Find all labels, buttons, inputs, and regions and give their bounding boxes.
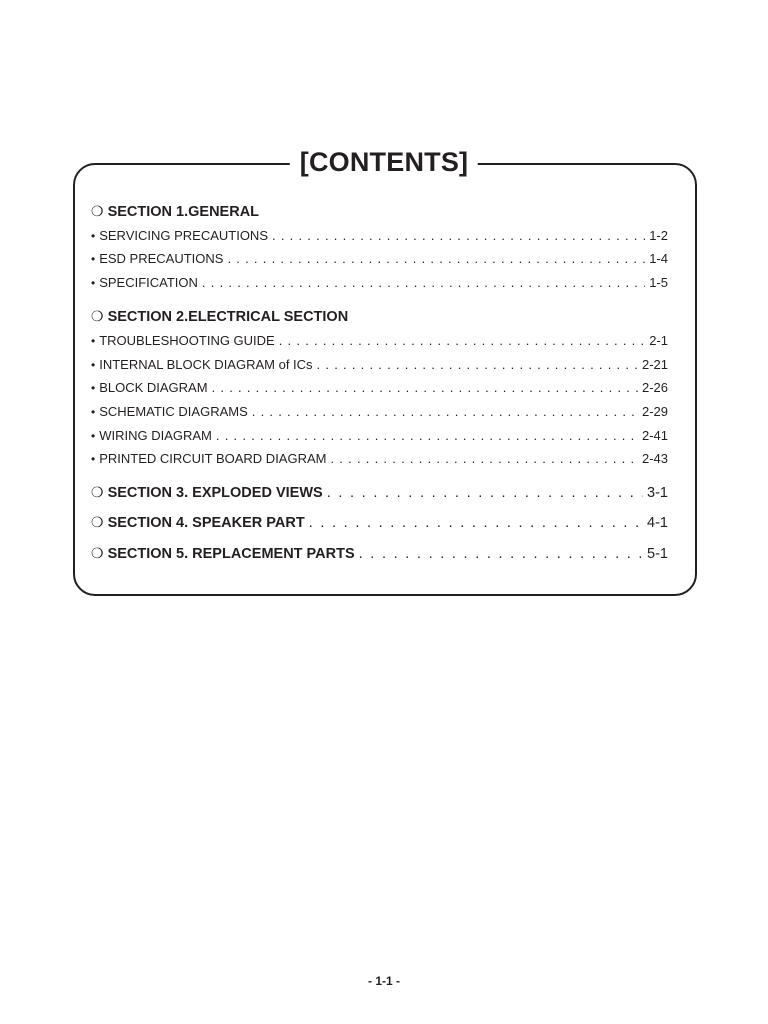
circle-bullet-icon: ❍ xyxy=(91,308,104,324)
dot-leader xyxy=(359,546,643,562)
bullet-icon: • xyxy=(91,358,96,372)
toc-item-page: 2-1 xyxy=(649,333,668,348)
toc-item-page: 2-43 xyxy=(641,451,668,466)
toc-item[interactable] xyxy=(91,251,668,266)
dot-leader xyxy=(279,333,645,348)
toc-entry-label: SECTION 5. REPLACEMENT PARTS xyxy=(107,546,355,562)
dot-leader xyxy=(227,251,645,266)
toc-section-entry[interactable] xyxy=(91,514,668,531)
toc-item-page: 2-41 xyxy=(641,428,668,443)
section-2-heading xyxy=(91,308,668,325)
toc-item-page: 1-4 xyxy=(649,251,668,266)
toc-item-page: 2-26 xyxy=(641,380,668,395)
bullet-icon: • xyxy=(91,276,96,290)
toc-item-page: 1-5 xyxy=(649,275,668,290)
toc-item-page: 1-2 xyxy=(649,228,668,243)
toc-item[interactable] xyxy=(91,333,668,348)
toc-item[interactable] xyxy=(91,275,668,290)
toc-item-label: TROUBLESHOOTING GUIDE xyxy=(99,333,275,348)
toc-entry-label: SECTION 3. EXPLODED VIEWS xyxy=(107,485,323,501)
bullet-icon: • xyxy=(91,334,96,348)
toc-item-label: SPECIFICATION xyxy=(99,275,198,290)
dot-leader xyxy=(216,428,638,443)
toc-item[interactable] xyxy=(91,428,668,443)
toc-item-label: WIRING DIAGRAM xyxy=(99,428,212,443)
toc-item-page: 2-29 xyxy=(641,404,668,419)
toc-item[interactable] xyxy=(91,380,668,395)
bullet-icon: • xyxy=(91,405,96,419)
circle-bullet-icon: ❍ xyxy=(91,545,104,561)
bullet-icon: • xyxy=(91,252,96,266)
toc-item-label: BLOCK DIAGRAM xyxy=(99,380,208,395)
dot-leader xyxy=(309,515,643,531)
toc-entry-label: SECTION 4. SPEAKER PART xyxy=(107,515,305,531)
toc-item-label: SCHEMATIC DIAGRAMS xyxy=(99,404,248,419)
dot-leader xyxy=(212,380,638,395)
dot-leader xyxy=(317,357,638,372)
bullet-icon: • xyxy=(91,381,96,395)
contents-title: [CONTENTS] xyxy=(290,145,478,179)
toc-item[interactable] xyxy=(91,357,668,372)
section-heading-label: SECTION 2.ELECTRICAL SECTION xyxy=(107,309,349,325)
toc-entry-page: 4-1 xyxy=(647,515,668,531)
section-1-heading xyxy=(91,203,668,220)
toc-item-label: PRINTED CIRCUIT BOARD DIAGRAM xyxy=(99,451,327,466)
toc-item[interactable] xyxy=(91,451,668,466)
circle-bullet-icon: ❍ xyxy=(91,484,104,500)
toc-section-entry[interactable] xyxy=(91,545,668,562)
dot-leader xyxy=(330,451,637,466)
toc-item[interactable] xyxy=(91,404,668,419)
bullet-icon: • xyxy=(91,452,96,466)
toc-item-label: SERVICING PRECAUTIONS xyxy=(99,228,268,243)
toc-entry-page: 5-1 xyxy=(647,546,668,562)
toc-item[interactable] xyxy=(91,228,668,243)
section-heading-label: SECTION 1.GENERAL xyxy=(107,204,260,220)
dot-leader xyxy=(252,404,638,419)
circle-bullet-icon: ❍ xyxy=(91,203,104,219)
bullet-icon: • xyxy=(91,429,96,443)
toc-section-entry[interactable] xyxy=(91,484,668,501)
circle-bullet-icon: ❍ xyxy=(91,514,104,530)
dot-leader xyxy=(202,275,645,290)
toc-item-page: 2-21 xyxy=(641,357,668,372)
dot-leader xyxy=(272,228,645,243)
bullet-icon: • xyxy=(91,229,96,243)
toc-entry-page: 3-1 xyxy=(647,485,668,501)
toc-item-label: INTERNAL BLOCK DIAGRAM of ICs xyxy=(99,357,313,372)
toc-item-label: ESD PRECAUTIONS xyxy=(99,251,224,266)
dot-leader xyxy=(327,485,643,501)
page-number: - 1-1 - xyxy=(367,974,400,988)
